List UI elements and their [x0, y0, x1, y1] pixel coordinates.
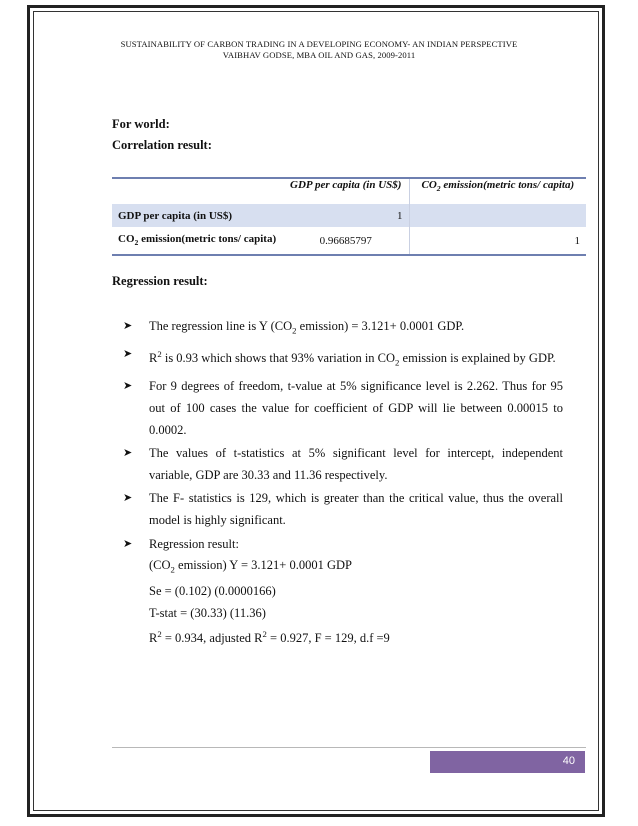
- arrow-bullet-icon: ➤: [123, 492, 133, 505]
- arrow-bullet-icon: ➤: [123, 348, 133, 361]
- arrow-bullet-icon: ➤: [123, 320, 133, 332]
- correlation-table: [112, 177, 586, 256]
- arrow-bullet-icon: ➤: [123, 380, 133, 393]
- regression-fit-stats: $R^2 = 0.934$, adjusted $R^2 = 0.927$, F = 129, d.f =9: [149, 629, 390, 646]
- table-header-row: [112, 178, 586, 204]
- arrow-bullet-icon: ➤: [123, 447, 133, 460]
- list-item: ➤ The values of t-statistics at 5% significant level for intercept, independent variable, GDP are 30.33 and 11.36 respectively.: [123, 443, 563, 486]
- list-item: ➤ $R^2$ is 0.93 which shows that 93% variation in $CO_2$ emission is explained by GDP.: [123, 344, 563, 374]
- section-world-label: For world:: [112, 117, 170, 131]
- list-item: [123, 534, 563, 651]
- list-item: ➤ The F- statistics is 129, which is greater than the critical value, thus the overall model is highly significant.: [123, 488, 563, 531]
- regression-summary-title: Regression result:: [149, 536, 239, 551]
- cell-co2-gdp: 0.96685797: [283, 227, 409, 255]
- table-row: [112, 227, 586, 255]
- section-correlation-label: Correlation result:: [112, 138, 212, 152]
- regression-t-stats: T-stat = (30.33) (11.36): [149, 605, 266, 620]
- running-header-title: SUSTAINABILITY OF CARBON TRADING IN A DEVELOPING ECONOMY- AN INDIAN PERSPECTIVE: [120, 39, 518, 49]
- row-label-gdp: GDP per capita (in US$): [112, 204, 283, 227]
- cell-gdp-co2: [409, 204, 586, 227]
- list-item: ➤ For 9 degrees of freedom, t-value at 5% significance level is 2.262. Thus for 95 out of 100 cases the value for coefficient of GDP will lie between 0.00015 to 0.0002.: [123, 376, 563, 441]
- arrow-bullet-icon: ➤: [123, 537, 133, 550]
- regression-standard-errors: Se = (0.102) (0.0000166): [149, 584, 276, 599]
- footer-rule: [112, 747, 586, 748]
- table-header-gdp: GDP per capita (in US$): [283, 178, 409, 204]
- cell-co2-co2: 1: [409, 227, 586, 255]
- table-row: [112, 204, 586, 227]
- table-corner-cell: [112, 178, 283, 204]
- row-label-co2: $CO_2$ emission(metric tons/ capita): [112, 227, 283, 255]
- table-header-co2: $CO_2$ emission(metric tons/ capita): [409, 178, 586, 204]
- regression-bullet-list: [123, 316, 563, 652]
- list-item: ➤ The regression line is Y ($CO_2$ emission) = 3.121+ 0.0001 GDP.: [123, 316, 563, 342]
- section-regression-label: Regression result:: [112, 274, 208, 288]
- regression-equation: ($CO_2$ emission) Y = 3.121+ 0.0001 GDP: [149, 558, 352, 575]
- running-header-author: VAIBHAV GODSE, MBA OIL AND GAS, 2009-2011: [222, 50, 416, 60]
- page-number: 40: [430, 751, 585, 773]
- cell-gdp-gdp: 1: [283, 204, 409, 227]
